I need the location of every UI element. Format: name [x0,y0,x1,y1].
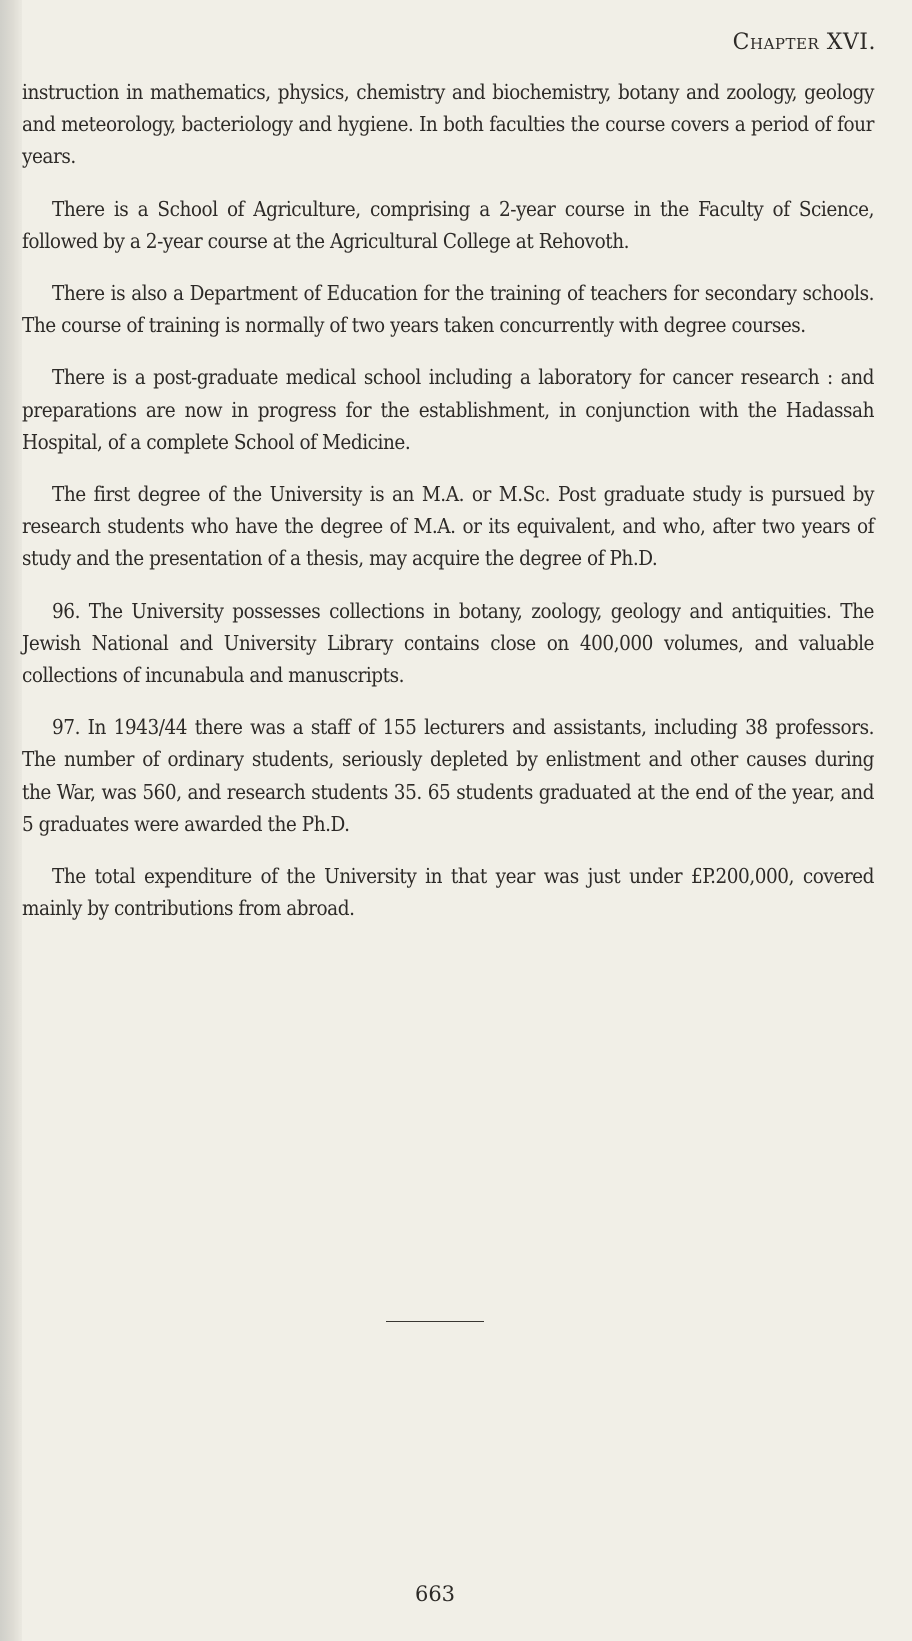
paragraph-96-collections: 96. The University possesses collections in botany, zoology, geology and antiquities. The Jewish National and University Library contains close on 400,000 volumes, and valuable collections of incunabula and manuscripts. [22,598,874,688]
paragraph-degrees: The first degree of the University is an M.A. or M.Sc. Post graduate study is pursued by research students who have the degree of M.A. or its equivalent, and who, after two years of study and the presentation of a thesis, may acquire the degree of Ph.D. [22,482,874,571]
book-spine-shadow [0,0,22,1641]
paragraph-expenditure: The total expenditure of the University in that year was just under £P.200,000, covered mainly by contributions from abroad. [22,864,874,921]
paragraph-agriculture: There is a School of Agriculture, comprising a 2-year course in the Faculty of Science, followed by a 2-year course at the Agricultural College at Rehovoth. [22,196,874,253]
paragraph-education: There is also a Department of Education for the training of teachers for secondary schools. The course of training is normally of two years taken concurrently with degree courses. [22,281,874,338]
body-text [22,76,874,944]
section-end-rule [386,1321,484,1322]
running-head-text: Chapter XVI. [732,30,876,55]
running-head [733,30,876,55]
page-number: 663 [414,1582,456,1606]
paragraph-continuation: instruction in mathematics, physics, chemistry and biochemistry, botany and zoology, geology and meteorology, bacteriology and hygiene. In both faculties the course covers a period of four years. [22,80,874,169]
paragraph-97-staff: 97. In 1943/44 there was a staff of 155 lecturers and assistants, including 38 professors. The number of ordinary students, seriously depleted by enlistment and other causes during the War, was 560, and research students 35. 65 students graduated at the end of the year, and 5 graduates were awarded the Ph.D. [22,715,874,836]
paragraph-medical-school: There is a post-graduate medical school including a laboratory for cancer research : and preparations are now in progress for the establishment, in conjunction with the Hadassah Hospital, of a complete School of Medicine. [22,365,874,454]
